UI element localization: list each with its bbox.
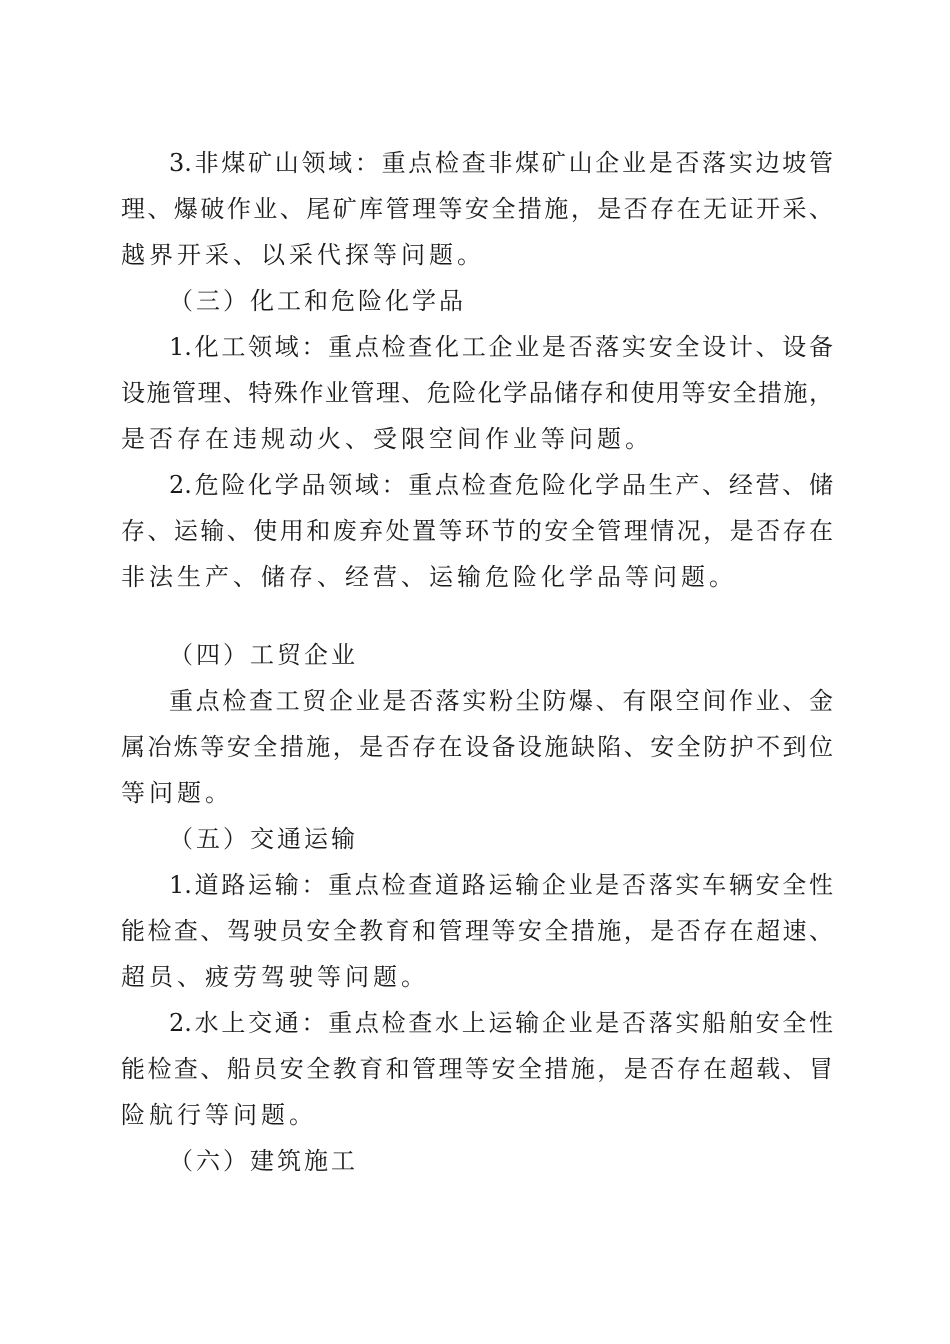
para-industry-line-3: 等问题。 xyxy=(121,779,233,807)
heading-industry-trade: （四）工贸企业 xyxy=(169,641,358,669)
heading-chemical: （三）化工和危险化学品 xyxy=(169,287,466,315)
para-nonmine-line-2: 理、爆破作业、尾矿库管理等安全措施，是否存在无证开采、 xyxy=(121,195,833,223)
para-chemical-line-2: 设施管理、特殊作业管理、危险化学品储存和使用等安全措施， xyxy=(121,379,833,407)
para-water-line-1: 2.水上交通：重点检查水上运输企业是否落实船舶安全性 xyxy=(169,1009,833,1037)
para-nonmine-line-3: 越界开采、以采代探等问题。 xyxy=(121,241,485,269)
para-chemical-line-3: 是否存在违规动火、受限空间作业等问题。 xyxy=(121,425,653,453)
para-water-line-2: 能检查、船员安全教育和管理等安全措施，是否存在超载、冒 xyxy=(121,1055,833,1083)
para-hazchem-line-1: 2.危险化学品领域：重点检查危险化学品生产、经营、储 xyxy=(169,471,833,499)
para-road-line-3: 超员、疲劳驾驶等问题。 xyxy=(121,963,429,991)
para-water-line-3: 险航行等问题。 xyxy=(121,1101,317,1129)
para-hazchem-line-2: 存、运输、使用和废弃处置等环节的安全管理情况，是否存在 xyxy=(121,517,833,545)
para-road-line-1: 1.道路运输：重点检查道路运输企业是否落实车辆安全性 xyxy=(169,871,833,899)
para-chemical-line-1: 1.化工领域：重点检查化工企业是否落实安全设计、设备 xyxy=(169,333,833,361)
para-nonmine-line-1: 3.非煤矿山领域：重点检查非煤矿山企业是否落实边坡管 xyxy=(169,149,833,177)
para-industry-line-1: 重点检查工贸企业是否落实粉尘防爆、有限空间作业、金 xyxy=(169,687,833,715)
para-hazchem-line-3: 非法生产、储存、经营、运输危险化学品等问题。 xyxy=(121,563,737,591)
heading-construction: （六）建筑施工 xyxy=(169,1147,358,1175)
heading-transportation: （五）交通运输 xyxy=(169,825,358,853)
para-road-line-2: 能检查、驾驶员安全教育和管理等安全措施，是否存在超速、 xyxy=(121,917,833,945)
para-industry-line-2: 属冶炼等安全措施，是否存在设备设施缺陷、安全防护不到位 xyxy=(121,733,833,761)
